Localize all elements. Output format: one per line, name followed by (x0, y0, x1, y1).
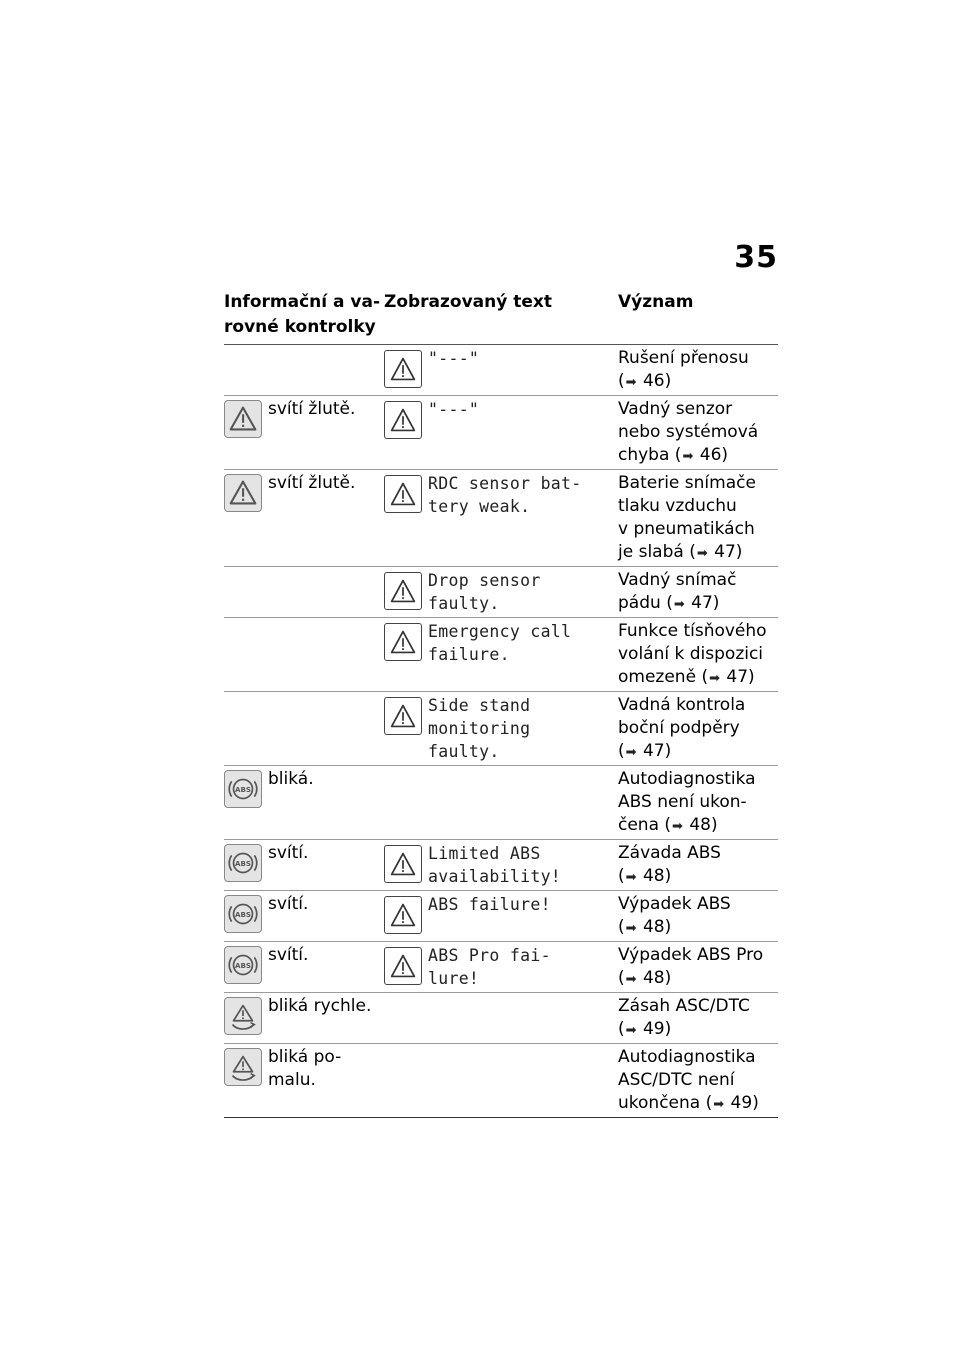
page-reference[interactable]: (➡ 48) (618, 866, 672, 886)
cell-meaning (618, 1046, 778, 1116)
cell-meaning (618, 842, 778, 889)
page-reference[interactable]: (➡ 49) (618, 1019, 672, 1039)
warning-triangle-icon (384, 697, 422, 735)
page-reference[interactable]: (➡ 49) (705, 1093, 759, 1113)
meaning-text: Rušení přenosu (618, 348, 749, 368)
indicator-table (224, 290, 778, 1118)
meaning-text: Výpadek ABS (618, 894, 731, 914)
cell-indicator (224, 842, 384, 889)
page-reference[interactable]: (➡ 47) (689, 542, 743, 562)
cell-indicator (224, 694, 384, 764)
display-message: ABS Pro fai- lure! (428, 946, 551, 988)
reference-page-number: 49 (730, 1093, 753, 1113)
page-reference[interactable]: (➡ 47) (666, 593, 720, 613)
indicator-state: bliká po- malu. (268, 1047, 342, 1090)
arrow-right-icon: ➡ (625, 375, 637, 390)
cell-display-text (384, 620, 618, 690)
svg-text:ABS: ABS (234, 858, 252, 868)
svg-text:ABS: ABS (234, 784, 252, 794)
warning-triangle-icon (384, 572, 422, 610)
reference-page-number: 48 (642, 866, 665, 886)
reference-page-number: 47 (642, 741, 665, 761)
cell-display-text (384, 842, 618, 889)
reference-page-number: 48 (689, 815, 711, 835)
arrow-right-icon: ➡ (625, 870, 637, 885)
cell-indicator (224, 620, 384, 690)
reference-page-number: 47 (726, 667, 749, 687)
display-message: RDC sensor bat- tery weak. (428, 474, 582, 516)
cell-display-text (384, 995, 618, 1042)
indicator-state: bliká rychle. (268, 996, 372, 1016)
general-warning-icon (224, 474, 262, 512)
meaning-text: Baterie snímače tlaku vzduchu v pneumatikách je slabá (618, 473, 756, 562)
reference-page-number: 49 (642, 1019, 665, 1039)
table-header (224, 290, 778, 345)
display-message: "---" (428, 400, 480, 419)
cell-display-text (384, 944, 618, 991)
cell-meaning (618, 944, 778, 991)
cell-indicator (224, 1046, 384, 1116)
cell-display-text (384, 569, 618, 616)
asc-dtc-icon (224, 1048, 262, 1086)
arrow-right-icon: ➡ (625, 1023, 637, 1038)
reference-page-number: 46 (699, 445, 722, 465)
warning-triangle-icon (384, 475, 422, 513)
table-row (224, 345, 778, 396)
warning-triangle-icon (384, 623, 422, 661)
cell-indicator (224, 472, 384, 565)
arrow-right-icon: ➡ (625, 921, 637, 936)
cell-indicator (224, 569, 384, 616)
warning-triangle-icon (384, 896, 422, 934)
cell-indicator (224, 347, 384, 394)
cell-meaning (618, 472, 778, 565)
display-message: Limited ABS availability! (428, 844, 562, 886)
table-row (224, 942, 778, 993)
table-body (224, 345, 778, 1118)
cell-indicator (224, 768, 384, 838)
svg-text:ABS: ABS (234, 960, 252, 970)
arrow-right-icon: ➡ (625, 745, 637, 760)
warning-triangle-icon (384, 401, 422, 439)
abs-icon (224, 946, 262, 984)
reference-page-number: 46 (642, 371, 665, 391)
arrow-right-icon: ➡ (713, 1097, 725, 1112)
cell-display-text (384, 893, 618, 940)
header-meaning: Význam (618, 292, 694, 312)
meaning-text: Funkce tísňového volání k dispozici omezeně (618, 621, 767, 687)
meaning-text: Autodiagnostika ASC/DTC není ukončena (618, 1047, 756, 1113)
abs-icon (224, 895, 262, 933)
cell-display-text (384, 398, 618, 468)
page-reference[interactable]: (➡ 47) (701, 667, 755, 687)
cell-meaning (618, 347, 778, 394)
reference-page-number: 47 (691, 593, 713, 613)
cell-indicator (224, 893, 384, 940)
warning-triangle-icon (384, 845, 422, 883)
table-row (224, 618, 778, 692)
indicator-state: svítí. (268, 843, 309, 863)
cell-meaning (618, 694, 778, 764)
arrow-right-icon: ➡ (672, 819, 683, 834)
reference-page-number: 47 (714, 542, 736, 562)
cell-indicator (224, 995, 384, 1042)
display-message: Side stand monitoring faulty. (428, 696, 531, 761)
indicator-state: svítí. (268, 894, 309, 914)
arrow-right-icon: ➡ (682, 449, 694, 464)
cell-display-text (384, 1046, 618, 1116)
arrow-right-icon: ➡ (673, 597, 685, 612)
meaning-text: Zásah ASC/DTC (618, 996, 750, 1016)
cell-meaning (618, 569, 778, 616)
meaning-text: Autodiagnostika ABS není ukon- čena (618, 769, 756, 835)
page-reference[interactable]: (➡ 47) (618, 741, 672, 761)
cell-display-text (384, 347, 618, 394)
svg-text:ABS: ABS (234, 909, 252, 919)
meaning-text: Výpadek ABS Pro (618, 945, 764, 965)
abs-icon (224, 770, 262, 808)
reference-page-number: 48 (642, 917, 665, 937)
indicator-state: bliká. (268, 769, 314, 789)
table-row (224, 567, 778, 618)
general-warning-icon (224, 400, 262, 438)
meaning-text: Vadný senzor nebo systémová chyba (618, 399, 759, 465)
cell-meaning (618, 768, 778, 838)
table-row (224, 766, 778, 840)
display-message: ABS failure! (428, 895, 551, 914)
warning-triangle-icon (384, 350, 422, 388)
indicator-state: svítí. (268, 945, 309, 965)
table-row (224, 1044, 778, 1118)
header-indicator: Informační a va- rovné kontrolky (224, 292, 380, 337)
cell-indicator (224, 398, 384, 468)
reference-page-number: 48 (642, 968, 665, 988)
table-row (224, 891, 778, 942)
indicator-state: svítí žlutě. (268, 473, 356, 493)
header-display-text: Zobrazovaný text (384, 292, 553, 312)
page-reference[interactable]: (➡ 46) (618, 371, 672, 391)
cell-display-text (384, 472, 618, 565)
warning-triangle-icon (384, 947, 422, 985)
arrow-right-icon: ➡ (709, 671, 720, 686)
page-reference[interactable]: (➡ 46) (674, 445, 729, 465)
table-row (224, 692, 778, 766)
page-number: 35 (734, 240, 778, 275)
page-reference[interactable]: (➡ 48) (618, 968, 672, 988)
abs-icon (224, 844, 262, 882)
cell-meaning (618, 398, 778, 468)
cell-meaning (618, 995, 778, 1042)
display-message: Emergency call failure. (428, 622, 572, 664)
display-message: Drop sensor faulty. (428, 571, 541, 613)
page-reference[interactable]: (➡ 48) (618, 917, 672, 937)
table-row (224, 470, 778, 567)
arrow-right-icon: ➡ (696, 546, 708, 561)
cell-meaning (618, 620, 778, 690)
page-reference[interactable]: (➡ 48) (664, 815, 718, 835)
cell-indicator (224, 944, 384, 991)
cell-display-text (384, 694, 618, 764)
table-row (224, 396, 778, 470)
indicator-state: svítí žlutě. (268, 399, 356, 419)
asc-dtc-icon (224, 997, 262, 1035)
table-row (224, 993, 778, 1044)
table-row (224, 840, 778, 891)
cell-display-text (384, 768, 618, 838)
meaning-text: Závada ABS (618, 843, 721, 863)
arrow-right-icon: ➡ (625, 972, 637, 987)
meaning-text: Vadná kontrola boční podpěry (618, 695, 746, 738)
meaning-text: Vadný snímač pádu (618, 570, 737, 613)
cell-meaning (618, 893, 778, 940)
display-message: "---" (428, 349, 480, 368)
